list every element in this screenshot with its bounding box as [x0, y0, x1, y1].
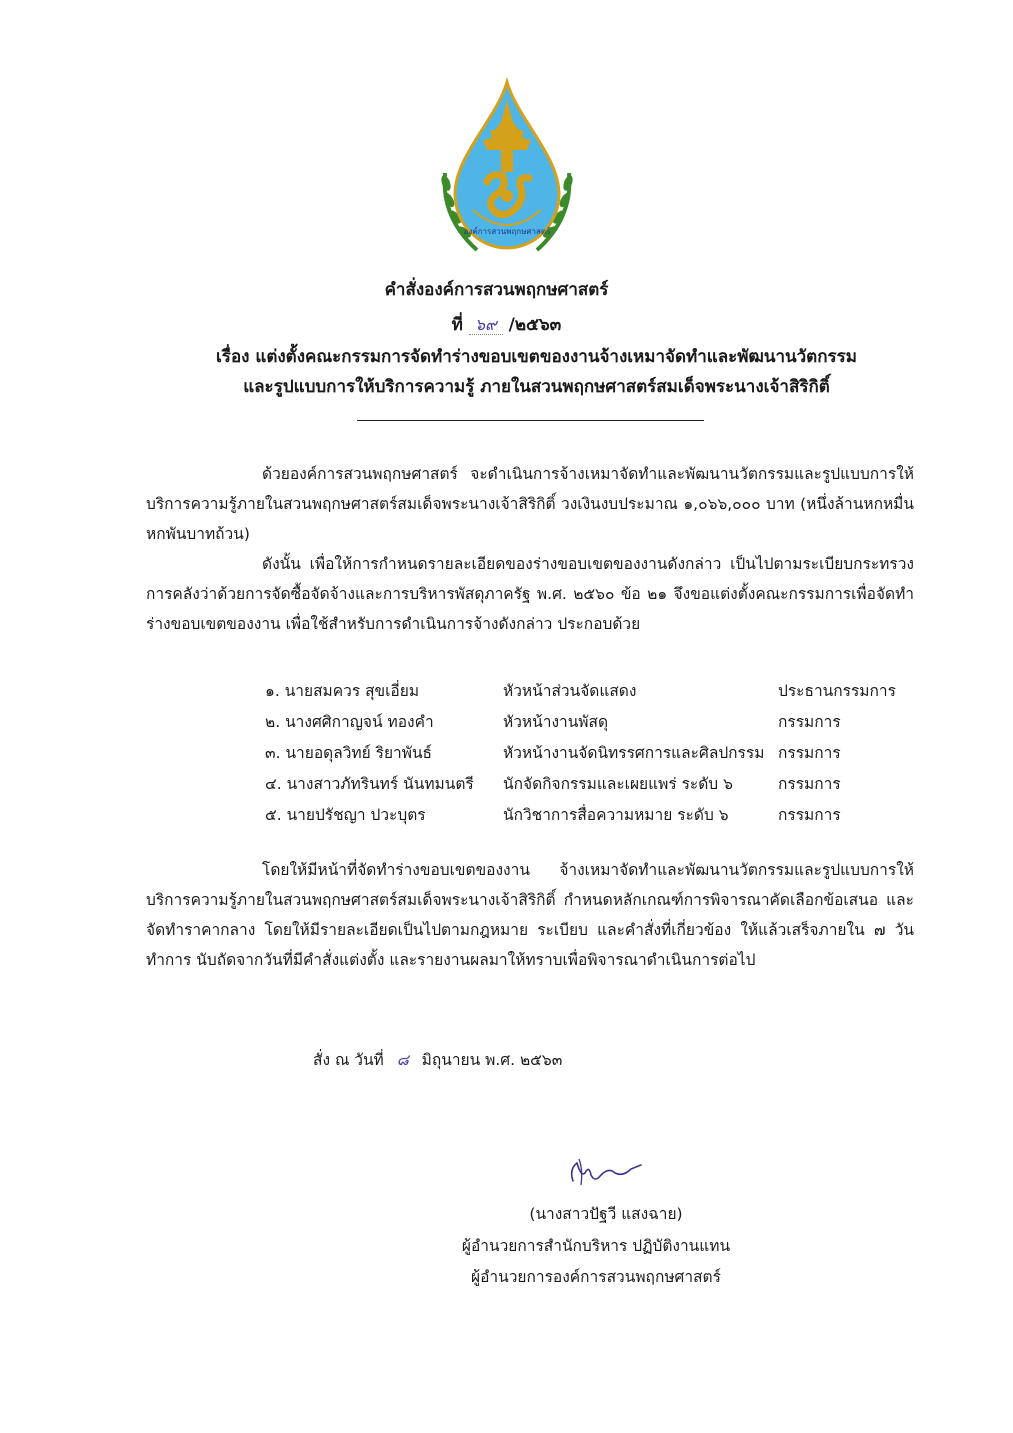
order-number-year: /๒๕๖๓ — [508, 315, 562, 335]
paragraph-purpose — [146, 549, 914, 639]
logo-org-text: องค์การสวนพฤกษศาสตร์ — [463, 227, 551, 236]
member-position: หัวหน้างานพัสดุ — [503, 713, 609, 731]
member-position: หัวหน้าส่วนจัดแสดง — [503, 682, 637, 700]
member-position: นักจัดกิจกรรมและเผยแพร่ ระดับ ๖ — [503, 775, 733, 793]
subject-line-2: และรูปแบบการให้บริการความรู้ ภายในสวนพฤกษศาสตร์สมเด็จพระนางเจ้าสิริกิติ์ — [243, 377, 830, 397]
divider — [357, 420, 704, 421]
paragraph-purpose-text: ดังนั้น เพื่อให้การกำหนดรายละเอียดของร่างขอบเขตของงานดังกล่าว เป็นไปตามระเบียบกระทรวงการคลังว่าด้วยการจัดซื้อจัดจ้างและการบริหารพัสดุภาครัฐ พ.ศ. ๒๕๖๐ ข้อ ๒๑ จึงขอแต่งตั้งคณะกรรมการเพื่อจัดทำร่างขอบเขตของงาน เพื่อใช้สำหรับการดำเนินการจ้างดังกล่าว ประกอบด้วย — [146, 555, 914, 633]
handwritten-signature — [565, 1155, 645, 1191]
order-date-day: ๘ — [396, 1051, 409, 1069]
subject-line-1: เรื่อง แต่งตั้งคณะกรรมการจัดทำร่างขอบเขตของงานจ้างเหมาจัดทำและพัฒนานวัตกรรม — [216, 347, 857, 367]
order-number-prefix: ที่ — [451, 315, 463, 335]
member-role: กรรมการ — [778, 775, 841, 793]
order-number-handwritten: ๖๙ — [469, 315, 503, 335]
order-title: คำสั่งองค์การสวนพฤกษศาสตร์ — [384, 280, 609, 300]
member-position: นักวิชาการสื่อความหมาย ระดับ ๖ — [503, 806, 729, 824]
botanical-garden-logo — [437, 78, 577, 256]
member-name: ๑. นายสมควร สุขเอี่ยม — [265, 682, 420, 700]
order-date-month-year: มิถุนายน พ.ศ. ๒๕๖๓ — [421, 1051, 563, 1069]
order-date-prefix: สั่ง ณ วันที่ — [313, 1051, 384, 1069]
member-role: กรรมการ — [778, 806, 841, 824]
committee-member — [265, 678, 925, 709]
member-role: ประธานกรรมการ — [778, 682, 896, 700]
committee-member — [265, 802, 925, 833]
committee-list — [265, 678, 925, 833]
order-number — [0, 311, 1013, 338]
committee-member — [265, 740, 925, 771]
signer-position-1: ผู้อำนวยการสำนักบริหาร ปฏิบัติงานแทน — [461, 1237, 731, 1255]
paragraph-duties — [146, 855, 914, 975]
paragraph-intro-text: ด้วยองค์การสวนพฤกษศาสตร์ จะดำเนินการจ้างเหมาจัดทำและพัฒนานวัตกรรมและรูปแบบการให้บริการความรู้ภายในสวนพฤกษศาสตร์สมเด็จพระนางเจ้าสิริกิติ์ วงเงินงบประมาณ ๑,๐๖๖,๐๐๐ บาท (หนึ่งล้านหกหมื่นหกพันบาทถ้วน) — [146, 465, 914, 543]
signer-name: (นางสาวปัฐวี แสงฉาย) — [529, 1205, 683, 1223]
member-role: กรรมการ — [778, 713, 841, 731]
member-position: หัวหน้างานจัดนิทรรศการและศิลปกรรม — [503, 744, 765, 762]
member-name: ๒. นางศศิกาญจน์ ทองคำ — [265, 713, 434, 731]
member-name: ๓. นายอดุลวิทย์ ริยาพันธ์ — [265, 744, 433, 762]
member-name: ๔. นางสาวภัทรินทร์ นันทมนตรี — [265, 775, 474, 793]
paragraph-intro — [146, 459, 914, 549]
order-date — [313, 1047, 562, 1072]
signer-position-2: ผู้อำนวยการองค์การสวนพฤกษศาสตร์ — [471, 1268, 721, 1286]
member-role: กรรมการ — [778, 744, 841, 762]
paragraph-duties-text: โดยให้มีหน้าที่จัดทำร่างขอบเขตของงาน จ้างเหมาจัดทำและพัฒนานวัตกรรมและรูปแบบการให้บริการความรู้ภายในสวนพฤกษศาสตร์สมเด็จพระนางเจ้าสิริกิติ์ กำหนดหลักเกณฑ์การพิจารณาคัดเลือกข้อเสนอ และ จัดทำราคากลาง โดยให้มีรายละเอียดเป็นไปตามกฎหมาย ระเบียบ และคำสั่งที่เกี่ยวข้อง ให้แล้วเสร็จภายใน ๗ วันทำการ นับถัดจากวันที่มีคำสั่งแต่งตั้ง และรายงานผลมาให้ทราบเพื่อพิจารณาดำเนินการต่อไป — [146, 861, 914, 969]
committee-member — [265, 709, 925, 740]
member-name: ๕. นายปรัชญา ปวะบุตร — [265, 806, 426, 824]
committee-member — [265, 771, 925, 802]
